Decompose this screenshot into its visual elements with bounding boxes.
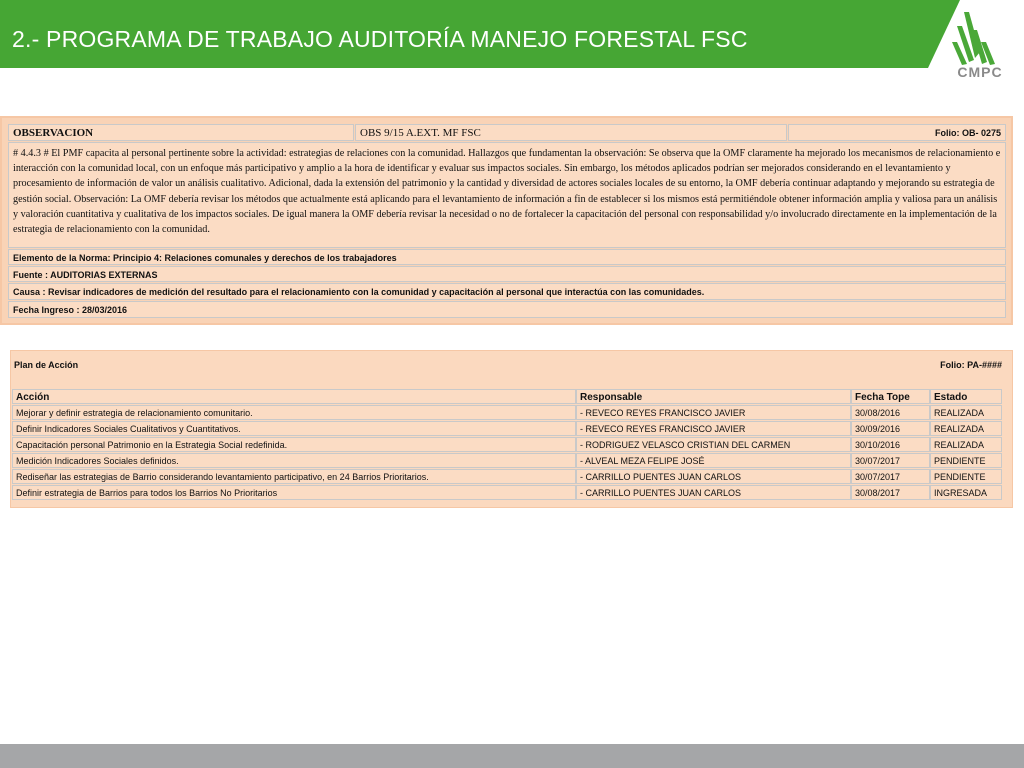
fecha-tope-cell: 30/07/2017 [851, 453, 930, 468]
fecha-tope-cell: 30/07/2017 [851, 469, 930, 484]
observation-cause: Causa : Revisar indicadores de medición del resultado para el relacionamiento con la comunidad y capacitación al personal que interactúa con las comunidades. [8, 283, 1006, 300]
page-title: 2.- PROGRAMA DE TRABAJO AUDITORÍA MANEJO FORESTAL FSC [12, 26, 748, 52]
observation-label: OBSERVACION [8, 124, 354, 141]
fecha-tope-cell: 30/09/2016 [851, 421, 930, 436]
accion-cell: Rediseñar las estrategias de Barrio considerando levantamiento participativo, en 24 Barrios Prioritarios. [12, 469, 576, 484]
observation-code: OBS 9/15 A.EXT. MF FSC [355, 124, 787, 141]
observation-folio: Folio: OB- 0275 [788, 124, 1006, 141]
column-header-fecha-tope: Fecha Tope [851, 389, 930, 404]
estado-cell: REALIZADA [930, 421, 1002, 436]
action-plan-panel [10, 350, 1013, 508]
observation-element: Elemento de la Norma: Principio 4: Relaciones comunales y derechos de los trabajadores [8, 249, 1006, 265]
estado-cell: PENDIENTE [930, 453, 1002, 468]
fecha-tope-cell: 30/08/2017 [851, 485, 930, 500]
estado-cell: REALIZADA [930, 437, 1002, 452]
column-header-accion: Acción [12, 389, 576, 404]
fecha-tope-cell: 30/08/2016 [851, 405, 930, 420]
observation-source: Fuente : AUDITORIAS EXTERNAS [8, 266, 1006, 282]
observation-text: # 4.4.3 # El PMF capacita al personal pertinente sobre la actividad: estrategias de relaciones con la comunidad. Hallazgos que fundamentan la observación: Se observa que la OMF claramente ha mejorado los mecanismos de relacionamiento e interacción con la comunidad local, con un enfoque más participativo y amplio a la hora de identificar y evaluar sus impactos sociales. Sin embargo, los métodos aplicados podrían ser mejorados considerando en el levantamiento y procesamiento de información de valor un análisis cualitativo. Adicional, dada la extensión del patrimonio y la cantidad y diversidad de actores sociales locales de su entorno, la OMF debería continuar adaptando y mejorando su estrategia de gestión social. Observación: La OMF debería revisar los métodos que actualmente está aplicando para el levantamiento de información a fin de establecer si los mismos está permitiéndole obtener información amplia y valiosa para un análisis y valoración cuantitativa y cualitativa de los impactos sociales. De igual manera la OMF debería revisar la necesidad o no de fortalecer la capacitación del personal con responsabilidad y/o involucrado directamente en la implementación de la estrategia de relacionamiento con la comunidad. [8, 142, 1006, 248]
estado-cell: PENDIENTE [930, 469, 1002, 484]
responsable-cell: - REVECO REYES FRANCISCO JAVIER [576, 421, 851, 436]
observation-date: Fecha Ingreso : 28/03/2016 [8, 301, 1006, 318]
logo-text: CMPC [957, 64, 1003, 80]
accion-cell: Definir Indicadores Sociales Cualitativos y Cuantitativos. [12, 421, 576, 436]
accion-cell: Capacitación personal Patrimonio en la Estrategia Social redefinida. [12, 437, 576, 452]
fecha-tope-cell: 30/10/2016 [851, 437, 930, 452]
responsable-cell: - REVECO REYES FRANCISCO JAVIER [576, 405, 851, 420]
column-header-responsable: Responsable [576, 389, 851, 404]
footer-bar [0, 744, 1024, 768]
responsable-cell: - CARRILLO PUENTES JUAN CARLOS [576, 485, 851, 500]
column-header-estado: Estado [930, 389, 1002, 404]
responsable-cell: - ALVEAL MEZA FELIPE JOSÉ [576, 453, 851, 468]
estado-cell: INGRESADA [930, 485, 1002, 500]
accion-cell: Medición Indicadores Sociales definidos. [12, 453, 576, 468]
plan-folio: Folio: PA-#### [940, 360, 1002, 370]
header-banner [0, 0, 1024, 68]
responsable-cell: - RODRIGUEZ VELASCO CRISTIAN DEL CARMEN [576, 437, 851, 452]
accion-cell: Definir estrategia de Barrios para todos los Barrios No Prioritarios [12, 485, 576, 500]
plan-title: Plan de Acción [14, 360, 79, 370]
responsable-cell: - CARRILLO PUENTES JUAN CARLOS [576, 469, 851, 484]
observation-panel [0, 116, 1013, 325]
accion-cell: Mejorar y definir estrategia de relacionamiento comunitario. [12, 405, 576, 420]
estado-cell: REALIZADA [930, 405, 1002, 420]
